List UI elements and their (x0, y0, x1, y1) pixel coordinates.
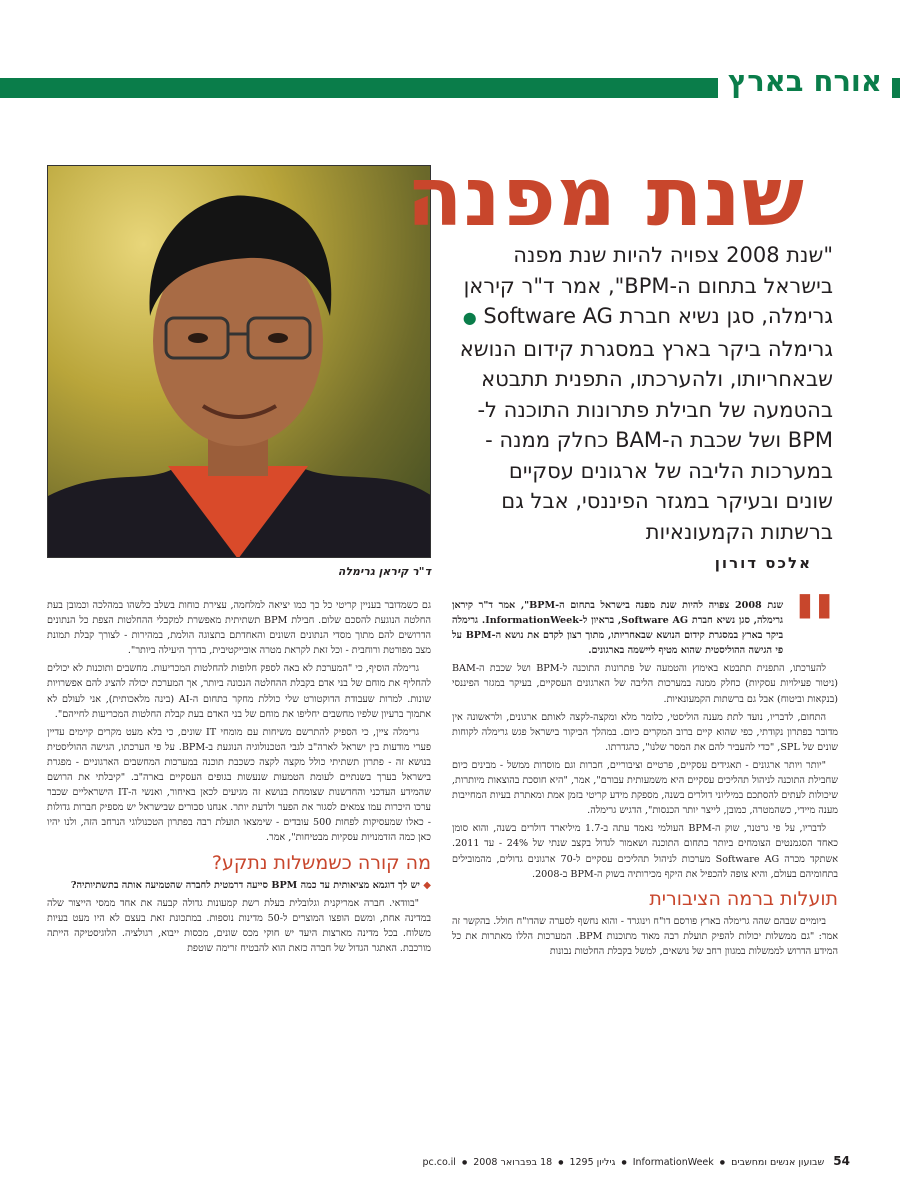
footer-site: pc.co.il (422, 1157, 456, 1168)
portrait-photo (47, 165, 431, 558)
body-paragraph: לדבריו, על פי גרטנר, שוק ה-BPM העולמי נאמד עתה ב-1.7 מיליארד דולרים בשנה, והוא סומן כאחד הסגמנטים הצומחים ביותר בתחום התוכנה ושאמור לגדול בקצב שנתי של 24% - עד 2011. אשתקד מכרה Software AG מערכות לניהול תהליכים עסקיים ל-70 ארגונים גדולים, מהמובילים בתחומיהם בעולם, והיא צופה להכפיל את היקף מכירותיה בשוק ה-BPM ב-2008. (452, 823, 839, 880)
article-column-left (47, 598, 431, 959)
page-number: 54 (833, 1154, 850, 1168)
body-paragraph: להערכתו, התפנית תתבטא באימוץ והטמעה של פתרונות התוכנה ל-BPM ושל שכבת ה-BAM (ניטור פעילויות עסקיות) כחלק ממנה במערכות הליבה של הארגונים העסקיים, בעיקר במגזר הפיננסי (בנקאות וביטוח) אבל גם ברשתות הקמעונאיות. (452, 663, 838, 705)
diamond-bullet-icon: ◆ (423, 879, 431, 891)
deck (455, 240, 833, 547)
subhead-shipment: מה קורה כשמשלות נתקע? (211, 851, 431, 874)
qa-question-text: יש לך דוגמא מציאותית עד כמה BPM סייעה דרמטית לחברה שהטמיעה אותה בתשתיותיה? (70, 879, 420, 891)
body-paragraph: גם כשמדובר בעניין קריטי כל כך כמו יציאה למלחמה, עצירת כוחות בשלב כלשהו במהלכה וכמובן בעת החלטה הנוגעת להסכם שלום. חבילת BPM תשתיתית מאפשרת למקבלי ההחלטות הצפת כל הנתונים הדרושים להם מתוך מסדי הנתונים השונים והאחדתם בתצוגה הולמת, במהירות - לצורך קבלת תמונת מצב מפורטת ורוחבית - וכל זאת לקראת מטרה אובייקטיבית, בדרך היעילה ביותר". (47, 600, 431, 657)
bullet-icon: ● (462, 308, 477, 327)
article-column-right (452, 577, 839, 962)
footer-publication: InformationWeek (632, 1157, 714, 1168)
separator-dot-icon: ● (621, 1159, 627, 1166)
deck-part-1: "שנת 2008 צפויה להיות שנת מפנה בישראל בתחום ה-BPM", אמר ד"ר קיראן גרימלה, סגן נשיא חברת Software AG (463, 243, 833, 328)
footer-date: 18 בפברואר 2008 (473, 1157, 553, 1168)
byline: אלכס דורון (714, 554, 812, 572)
body-paragraph: גרימלה ציין, כי הספיק להתרשם משיחות עם מומחי IT שונים, כי בלא מעט מקרים קיימים עדיין פערי מודעות בין ישראל לארה"ב לגבי הטכנולוגיה הנוגעת ב-BPM. על פי הערכתו, הגישה ההוליסטית בנושא זה - פתרון תשתיתי כולל מקצה לקצה כשכבת תוכנה במערכות המחשבים הארגוניים - מפגרת בישראל בערך בשנתיים לעומת הטמעות שנעשות בגופים העסקיים בארה"ב. "קיבלתי את הרושם שהמידע העדכני והחדשנות שצומחת בנושא זה מגיעים לכאן באיחור, ואנשי ה-IT הישראליים שכבר ערכו היכרות עמו צמאים לסגור את הפער ולדעת יותר. אנחנו סבורים שבישראל יש מספיק חברות גדולות - כאלו שמעסיקות לפחות 500 עובדים - שימצאו תועלת רבה בפתרון הטכנולוגי הנרחב הזה, ולנו יהיו כאן כמה הזדמנויות עסקיות מבטיחות", אמר. (47, 726, 431, 844)
body-paragraph: התחום, לדבריו, נועד לתת מענה הוליסטי, כלומר מלא ומקצה-לקצה לאותם ארגונים, ולראשונה אין מדובר בפתרון נקודתי, כפי שהוא קיים ברוב המקרים כיום. במהלך הביקור בישראל פגש גרימלה לקוחות שונים של SPL, "כדי להעביר להם את המסר שלנו", כהגדרתו. (452, 711, 838, 753)
section-label: אורח בארץ (718, 62, 892, 100)
footer-magazine: שבועון אנשים ומחשבים (731, 1157, 825, 1168)
qa-answer: "בוודאי. חברה אמריקנית וגלובלית בעלת רשת קמעונות גדולה קבעה את אחד ממסי הייצור שלה במדינה אחת, ומשם הופצו המוצרים ל-50 מדינות נוספות. במתכונת זאת בעצם לא היו מעט בעיות משלוח. בכל מדינה מארצות היעד יש חוקי מכס שונים, מכסות ייבוא, רגולציה. הלוגיסטיקה הייתה מורכבת. האתגר הגדול של חברה כזאת הוא להבטיח זרימה שוטפת (47, 897, 431, 954)
separator-dot-icon: ● (719, 1159, 726, 1166)
photo-caption: ד"ר קיראן גרימלה (337, 565, 431, 578)
headline: שנת מפנה (406, 150, 805, 245)
page-footer (380, 1154, 850, 1168)
footer-issue: גיליון 1295 (569, 1157, 616, 1168)
separator-dot-icon: ● (461, 1159, 468, 1166)
lead-paragraph: שנת 2008 צפויה להיות שנת מפנה בישראל בתחום ה-BPM", אמר ד"ר קיראן גרימלה, סגן נשיא חברת Software AG, בראיון ל-InformationWeek. גרימלה ביקר בארץ במסגרת קידום הנושא שבאחריותו, מתוך רצון לקדם את נושא ה-BPM על פי הגישה ההוליסטית שהוא מטיף ליישמה בארגונים. (452, 600, 784, 657)
body-paragraph: ביומיים שבהם שהה גרימלה בארץ פורסם דו"ח וינוגרד - והוא נחשף לסערה שהדו"ח חולל. בהקשר זה אמר: "גם ממשלות יכולות להפיק תועלת רבה מאוד מתוכנות BPM. המערכות הללו מאתרות את כל המידע הדרוש לממשלות במגוון רחב של נושאים, למשל בקבלת החלטות נבונות (452, 915, 839, 957)
deck-part-2: גרימלה ביקר בארץ במסגרת קידום הנושא שבאחריותו, ולהערכתו, התפנית תתבטא בהטמעה של חבילת פתרונות התוכנה ל-BPM ושל שכבת ה-BAM כחלק ממנה - במערכות הליבה של ארגונים עסקיים שונים ובעיקר במגזר הפיננסי, אבל גם ברשתות הקמעונאיות (459, 336, 833, 544)
subhead-public-benefits: תועלות ברמה הציבורית (649, 887, 838, 910)
separator-dot-icon: ● (558, 1159, 564, 1166)
portrait-illustration (48, 166, 431, 558)
body-paragraph: "יותר ויותר ארגונים - תאגידים עסקיים, פרטיים וציבוריים, חברות וגם מוסדות ממשל - מבינים כיום שחבילת התוכנה לניהול תהליכים עסקיים היא משמעותית עבורם", אמר, "היא חוסכת בהוצאות מיותרות, שיכולות לעתים להסתכם במיליוני דולרים בשנה, מספקת מידע קריטי בזמן אמת ומאתרת בעיות המחייבות מענה מיידי, כשהמטרה, כמובן, לייצר יותר הכנסות", הדגיש גרימלה. (452, 759, 838, 817)
qa-question (47, 878, 431, 893)
body-paragraph: גרימלה הוסיף, כי "המערכת לא באה לספק חלופות להחלטות המכריעות. מחשבים ותוכנות לא יכולים להחליף את מוחם של בני אדם בקבלת ההחלטה הנכונה ביותר, אך המערכת יכולה להציג להם אפשרויות שונות. למרות שעבודת הדוקטורט שלי כוללת מחקר בתחום ה-AI (בינה מלאכותית), אני לעולם לא אתמוך ברעיון שלפיו מחשבים יחליפו את מוחם של בני האדם בעת קבלת החלטות המכריעות לחייהם". (47, 663, 431, 720)
opening-quote-mark: " (791, 577, 838, 682)
